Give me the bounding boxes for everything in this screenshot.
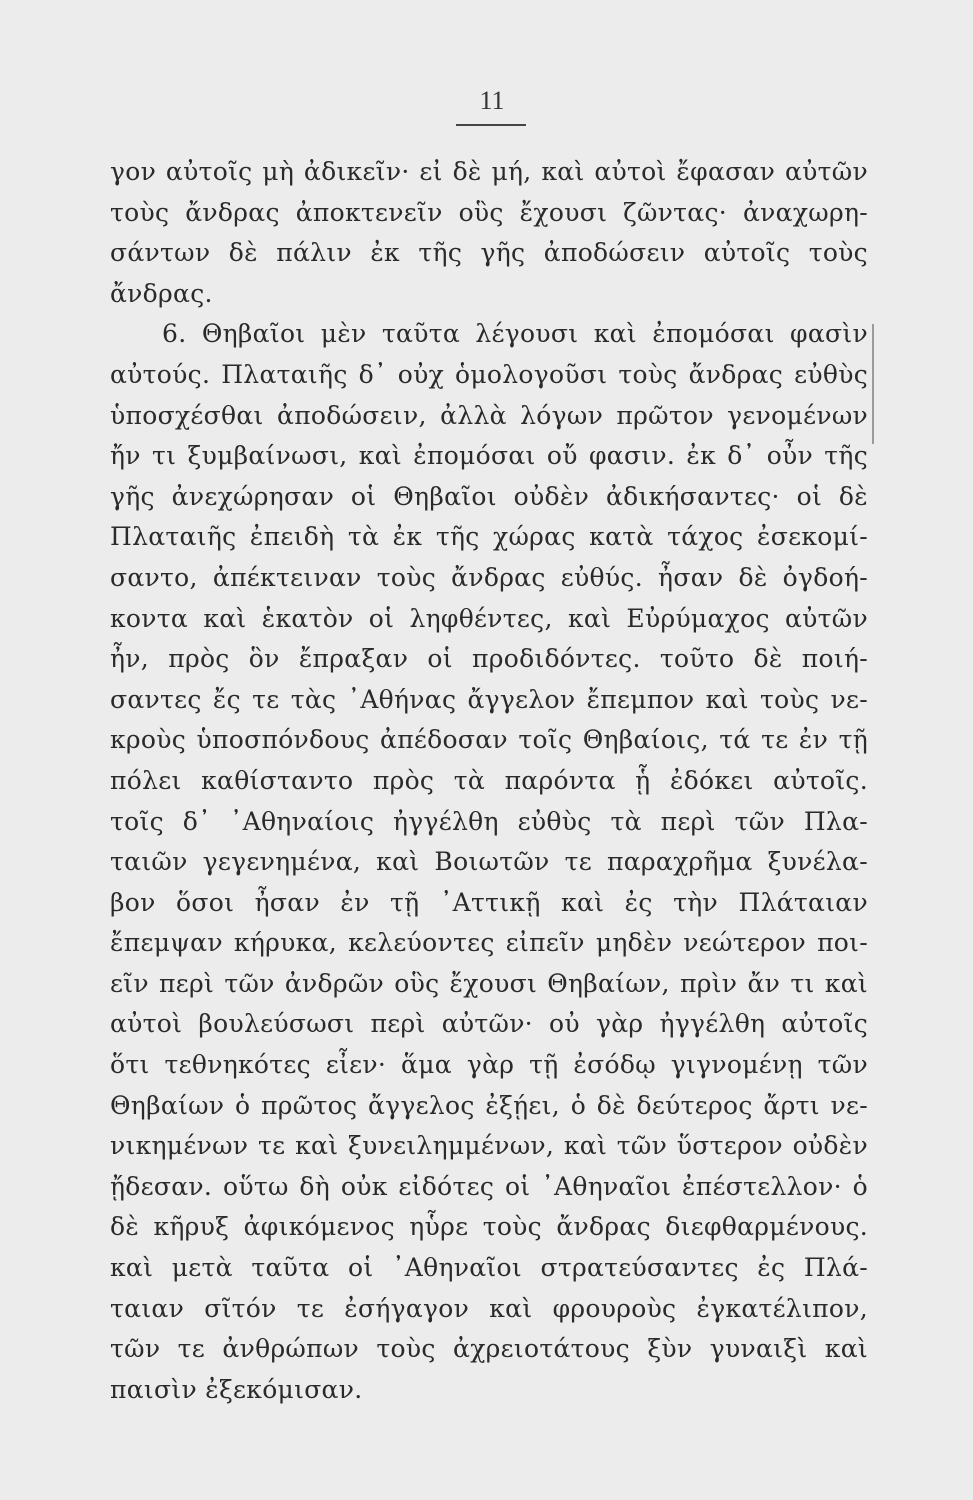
text-line: ἤν τι ξυμβαίνωσι, καὶ ἐπομόσαι οὔ φασιν. ἐκ δ᾽ οὖν τῆς bbox=[110, 441, 868, 471]
text-line: γον αὐτοῖς μὴ ἀδικεῖν· εἰ δὲ μή, καὶ αὐτοὶ ἔφασαν αὐτῶν bbox=[110, 157, 868, 186]
text-line: αὐτούς. Πλαταιῆς δ᾽ οὐχ ὁμολογοῦσι τοὺς ἄνδρας εὐθὺς bbox=[110, 359, 868, 389]
page-number-underline bbox=[456, 124, 526, 126]
text-line: ᾔδεσαν. οὕτω δὴ οὐκ εἰδότες οἱ ᾿Αθηναῖοι ἐπέστελλον· ὁ bbox=[110, 1171, 868, 1201]
text-line: εῖν περὶ τῶν ἀνδρῶν οὓς ἔχουσι Θηβαίων, πρὶν ἄν τι καὶ bbox=[110, 968, 868, 998]
text-line: ἦν, πρὸς ὃν ἔπραξαν οἱ προδιδόντες. τοῦτο δὲ ποιή- bbox=[110, 644, 868, 674]
text-line: τοὺς ἄνδρας ἀποκτενεῖν οὓς ἔχουσι ζῶντας· ἀναχωρη- bbox=[110, 197, 868, 227]
text-line: σαντο, ἀπέκτειναν τοὺς ἄνδρας εὐθύς. ἦσαν δὲ ὀγδοή- bbox=[110, 562, 868, 592]
text-line: σάντων δὲ πάλιν ἐκ τῆς γῆς ἀποδώσειν αὐτοῖς τοὺς bbox=[110, 238, 868, 268]
text-line: Θηβαίων ὁ πρῶτος ἄγγελος ἐξῄει, ὁ δὲ δεύτερος ἄρτι νε- bbox=[110, 1090, 868, 1120]
text-line: 6. Θηβαῖοι μὲν ταῦτα λέγουσι καὶ ἐπομόσαι φασὶν bbox=[162, 319, 868, 349]
text-line: κροὺς ὑποσπόνδους ἀπέδοσαν τοῖς Θηβαίοις, τά τε ἐν τῇ bbox=[110, 725, 868, 755]
text-line: ἄνδρας. bbox=[110, 278, 213, 308]
body-text bbox=[110, 152, 868, 1410]
text-line: σαντες ἔς τε τὰς ᾿Αθήνας ἄγγελον ἔπεμπον καὶ τοὺς νε- bbox=[110, 684, 868, 714]
text-line: τοῖς δ᾽ ᾿Αθηναίοις ἠγγέλθη εὐθὺς τὰ περὶ τῶν Πλα- bbox=[110, 806, 868, 836]
text-line: παισὶν ἐξεκόμισαν. bbox=[110, 1374, 363, 1404]
text-line: γῆς ἀνεχώρησαν οἱ Θηβαῖοι οὐδὲν ἀδικήσαντες· οἱ δὲ bbox=[110, 481, 868, 511]
text-line: τῶν τε ἀνθρώπων τοὺς ἀχρειοτάτους ξὺν γυναιξὶ καὶ bbox=[110, 1334, 868, 1364]
text-line: αὐτοὶ βουλεύσωσι περὶ αὐτῶν· οὐ γὰρ ἠγγέλθη αὐτοῖς bbox=[110, 1009, 868, 1039]
text-line: ὅτι τεθνηκότες εἶεν· ἅμα γὰρ τῇ ἐσόδῳ γιγνομένῃ τῶν bbox=[110, 1050, 868, 1080]
text-line: βον ὅσοι ἦσαν ἐν τῇ ᾿Αττικῇ καὶ ἐς τὴν Πλάταιαν bbox=[110, 887, 868, 917]
text-line: ἔπεμψαν κήρυκα, κελεύοντες εἰπεῖν μηδὲν νεώτερον ποι- bbox=[110, 928, 868, 958]
text-line: δὲ κῆρυξ ἀφικόμενος ηὗρε τοὺς ἄνδρας διεφθαρμένους. bbox=[110, 1212, 868, 1242]
text-line: νικημένων τε καὶ ξυνειλημμένων, καὶ τῶν ὕστερον οὐδὲν bbox=[110, 1131, 868, 1161]
text-line: ταιῶν γεγενημένα, καὶ Βοιωτῶν τε παραχρῆμα ξυνέλα- bbox=[110, 847, 868, 877]
page-number: 11 bbox=[479, 86, 505, 115]
text-line: κοντα καὶ ἑκατὸν οἱ ληφθέντες, καὶ Εὐρύμαχος αὐτῶν bbox=[110, 603, 868, 633]
text-line: καὶ μετὰ ταῦτα οἱ ᾿Αθηναῖοι στρατεύσαντες ἐς Πλά- bbox=[110, 1253, 868, 1283]
margin-pencil-mark bbox=[872, 324, 874, 444]
text-line: πόλει καθίσταντο πρὸς τὰ παρόντα ᾗ ἐδόκει αὐτοῖς. bbox=[110, 765, 868, 795]
text-line: ταιαν σῖτόν τε ἐσήγαγον καὶ φρουροὺς ἐγκατέλιπον, bbox=[110, 1293, 868, 1323]
text-line: Πλαταιῆς ἐπειδὴ τὰ ἐκ τῆς χώρας κατὰ τάχος ἐσεκομί- bbox=[110, 522, 868, 552]
text-line: ὑποσχέσθαι ἀποδώσειν, ἀλλὰ λόγων πρῶτον γενομένων bbox=[110, 400, 868, 430]
